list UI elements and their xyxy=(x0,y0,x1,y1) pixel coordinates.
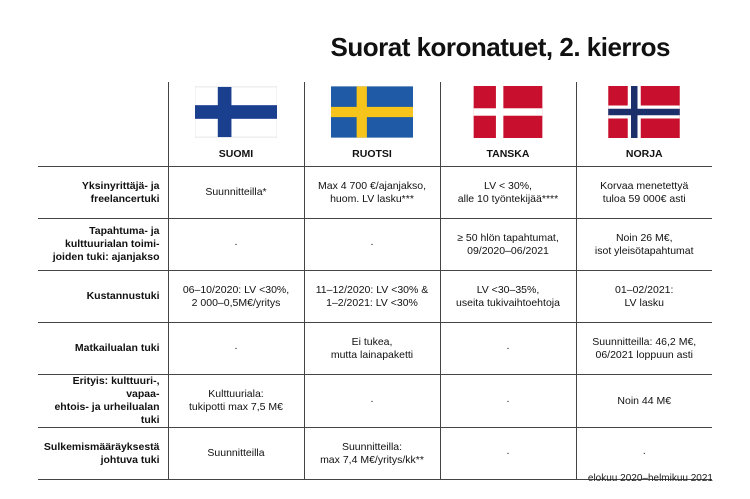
table-cell xyxy=(440,428,576,480)
table-cell xyxy=(304,167,440,219)
table-cell xyxy=(576,219,712,271)
flag-row xyxy=(38,82,712,142)
cell-line: huom. LV lasku*** xyxy=(330,192,414,205)
row-label xyxy=(38,271,168,323)
denmark-flag-cell xyxy=(440,82,576,142)
row-label-line: joiden tuki: ajanjakso xyxy=(52,251,160,263)
norway-flag-cell xyxy=(576,82,712,142)
cell-line: 2 000–0,5M€/yritys xyxy=(191,296,281,309)
cell-line: 11–12/2020: LV <30% & xyxy=(315,283,429,296)
cell-line: 01–02/2021: xyxy=(615,283,674,296)
table-row xyxy=(38,323,712,375)
cell-line: Ei tukea, xyxy=(351,335,393,348)
cell-line: tukipotti max 7,5 M€ xyxy=(189,401,283,413)
cell-line: useita tukivaihtoehtoja xyxy=(456,296,560,309)
cell-line: LV <30–35%, xyxy=(476,283,540,296)
cell-line: 1–2/2021: LV <30% xyxy=(326,296,418,309)
row-label-line: Erityis: kulttuuri-, vapaa- xyxy=(72,375,160,400)
row-label-line: ehtois- ja urheilualan tuki xyxy=(54,401,160,426)
cell-line: 06/2021 loppuun asti xyxy=(595,348,693,361)
cell-line: Suunnitteilla: 46,2 M€, xyxy=(592,335,697,348)
country-header-row xyxy=(38,142,712,167)
country-name: TANSKA xyxy=(440,142,576,167)
table-body xyxy=(38,167,712,480)
cell-line: 06–10/2020: LV <30%, xyxy=(182,283,290,296)
date-range-note: elokuu 2020–helmikuu 2021 xyxy=(587,473,713,484)
cell-line: tuloa 59 000€ asti xyxy=(602,192,686,205)
cell-line: Kulttuuriala: xyxy=(208,388,264,400)
cell-line: max 7,4 M€/yritys/kk** xyxy=(320,453,424,466)
cell-line: · xyxy=(370,238,374,250)
cell-line: · xyxy=(506,394,510,407)
table-cell xyxy=(168,428,304,480)
table-cell xyxy=(440,219,576,271)
cell-line: Korvaa menetettyä xyxy=(600,179,689,192)
table-cell xyxy=(168,323,304,375)
row-label-line: Matkailualan tuki xyxy=(74,342,160,354)
country-name: NORJA xyxy=(576,142,712,167)
table-row xyxy=(38,271,712,323)
table-cell xyxy=(440,375,576,428)
cell-line: Noin 26 M€, xyxy=(615,231,673,244)
row-label-line: Kustannustuki xyxy=(86,290,160,302)
row-label xyxy=(38,167,168,219)
table-cell xyxy=(576,323,712,375)
finland-flag-cell xyxy=(168,82,304,142)
row-label-line: freelancertuki xyxy=(90,192,160,205)
cell-line: Suunnitteilla xyxy=(207,447,265,459)
table-cell xyxy=(304,323,440,375)
table-cell xyxy=(440,323,576,375)
cell-line: ≥ 50 hlön tapahtumat, xyxy=(457,231,559,244)
cell-line: · xyxy=(642,447,646,459)
row-label-line: Sulkemismääräyksestä xyxy=(43,440,160,453)
table-cell xyxy=(168,271,304,323)
cell-line: · xyxy=(370,394,374,407)
row-label-line: Tapahtuma- ja xyxy=(89,225,160,237)
denmark-flag xyxy=(467,86,549,138)
table-cell xyxy=(168,219,304,271)
table-cell xyxy=(576,428,712,480)
table-cell xyxy=(304,219,440,271)
sweden-flag xyxy=(331,86,413,138)
cell-line: LV < 30%, xyxy=(484,179,532,192)
table-row xyxy=(38,219,712,271)
table-cell xyxy=(304,271,440,323)
row-label xyxy=(38,375,168,428)
table-cell xyxy=(304,375,440,428)
cell-line: LV lasku xyxy=(624,296,664,309)
cell-line: · xyxy=(234,238,238,250)
finland-flag xyxy=(195,86,277,138)
cell-line: alle 10 työntekijää**** xyxy=(457,192,559,205)
cell-line: mutta lainapaketti xyxy=(330,348,414,361)
table-row xyxy=(38,375,712,428)
page-title: Suorat koronatuet, 2. kierros xyxy=(330,32,670,62)
cell-line: Suunnitteilla: xyxy=(341,440,403,453)
cell-line: Suunnitteilla* xyxy=(205,186,267,198)
cell-line: · xyxy=(506,447,510,459)
table-cell xyxy=(576,271,712,323)
table-cell xyxy=(576,375,712,428)
cell-line: Max 4 700 €/ajanjakso, xyxy=(318,179,426,192)
corner-cell xyxy=(38,82,168,142)
support-table xyxy=(38,82,712,480)
table-cell xyxy=(576,167,712,219)
cell-line: · xyxy=(234,342,238,354)
sweden-flag-cell xyxy=(304,82,440,142)
table-cell xyxy=(440,271,576,323)
row-label-line: kulttuurialan toimi- xyxy=(65,238,160,250)
country-name: RUOTSI xyxy=(304,142,440,167)
row-label xyxy=(38,323,168,375)
table-row xyxy=(38,167,712,219)
table-row xyxy=(38,428,712,480)
row-label xyxy=(38,428,168,480)
table-cell xyxy=(168,167,304,219)
country-name: SUOMI xyxy=(168,142,304,167)
cell-line: isot yleisötapahtumat xyxy=(594,244,694,257)
table-cell xyxy=(304,428,440,480)
table-cell xyxy=(168,375,304,428)
cell-line: 09/2020–06/2021 xyxy=(467,244,549,257)
row-label-line: johtuva tuki xyxy=(100,453,160,466)
row-label-line: Yksinyrittäjä- ja xyxy=(81,179,160,192)
norway-flag xyxy=(603,86,685,138)
row-label xyxy=(38,219,168,271)
table-cell xyxy=(440,167,576,219)
cell-line: Noin 44 M€ xyxy=(617,394,672,407)
cell-line: · xyxy=(506,342,510,354)
